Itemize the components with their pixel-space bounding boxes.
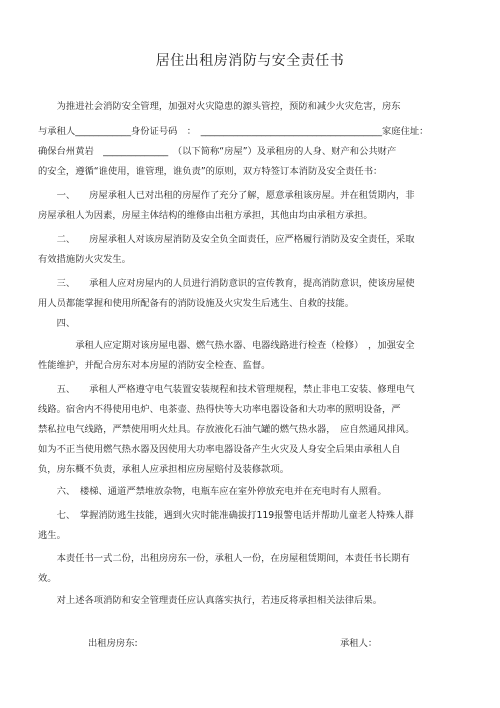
body-line: 对上述各项消防和安全管理责任应认真落实执行，若违反将承担相关法律后果。 <box>38 595 382 606</box>
body-line: 三、 承租人应对房屋内的人员进行消防意识的宣传教育，提高消防意识，使该房屋使 <box>38 278 415 289</box>
body-line: 二、 房屋承租人对该房屋消防及安全负全面责任，应严格履行消防及安全责任，采取 <box>38 234 415 245</box>
body-line: 为推进社会消防安全管理，加强对火灾隐患的源头管控，预防和减少火灾危害，房东 <box>38 101 401 112</box>
body-line: 六、 楼梯、通道严禁堆放杂物，电瓶车应在室外停放充电并在充电时有人照看。 <box>38 486 387 497</box>
body-line: 承租人应定期对该房屋电器、燃气热水器、电器线路进行检查（检修） ，加强安全 <box>38 340 415 351</box>
body-line: 有效措施防火灾发生。 <box>38 254 131 265</box>
landlord-signature-label: 出租房房东: <box>88 638 138 649</box>
body-line: 线路。宿舍内不得使用电炉、电茶壶、热得快等大功率电器设备和大功率的照明设备，严 <box>38 404 401 415</box>
body-line: 用人员都能掌握和使用所配备有的消防设施及火灾发生后逃生、自救的技能。 <box>38 298 355 309</box>
body-line: 七、 掌握消防逃生技能，遇到火灾时能准确拔打119报警电话并帮助儿童老人特殊人群 <box>38 510 414 521</box>
body-line: 负，房东概不负责，承租人应承担相应房屋赔付及装修款项。 <box>38 464 290 475</box>
document-title: 居住出租房消防与安全责任书 <box>155 53 345 69</box>
body-line: 性能维护，并配合房东对本房屋的消防安全检查、监督。 <box>38 360 271 371</box>
body-line: 的安全，遵循“谁使用，谁管理，谁负责”的原则，双方特签订本消防及安全责任书： <box>38 166 383 177</box>
body-line: 如为不正当使用燃气热水器及因使用大功率电器设备产生火灾及人身安全后果由承租人自 <box>38 444 401 455</box>
body-line: 一、 房屋承租人已对出租的房屋作了充分了解，愿意承租该房屋。并在租赁期内，非 <box>38 190 415 201</box>
body-line: 房屋承租人为因素，房屋主体结构的维修由出租方承担，其他由均由承租方承担。 <box>38 210 373 221</box>
tenant-signature-label: 承租人： <box>340 638 378 649</box>
body-line: 四、 <box>38 318 76 329</box>
body-line: 五、 承租人严格遵守电气装置安装规程和技术管理规程，禁止非电工安装、修理电气 <box>38 384 415 395</box>
body-line: 效。 <box>38 573 57 584</box>
body-line: 与承租人____________身份证号码 ： _______________________________________家庭住址： <box>38 126 429 137</box>
body-line: 逃生。 <box>38 530 66 541</box>
body-line: 确保台州黄岩 ______________ （以下简称“房屋”）及承租房的人身、财产和公共财产 <box>38 146 397 157</box>
body-line: 禁私拉电气线路，严禁使用明火灶具。存放液化石油气罐的燃气热水器， 应自然通风排风。 <box>38 424 415 435</box>
body-line: 本责任书一式二份，出租房房东一份，承租人一份，在房屋租赁期间，本责任书长期有 <box>38 553 410 564</box>
